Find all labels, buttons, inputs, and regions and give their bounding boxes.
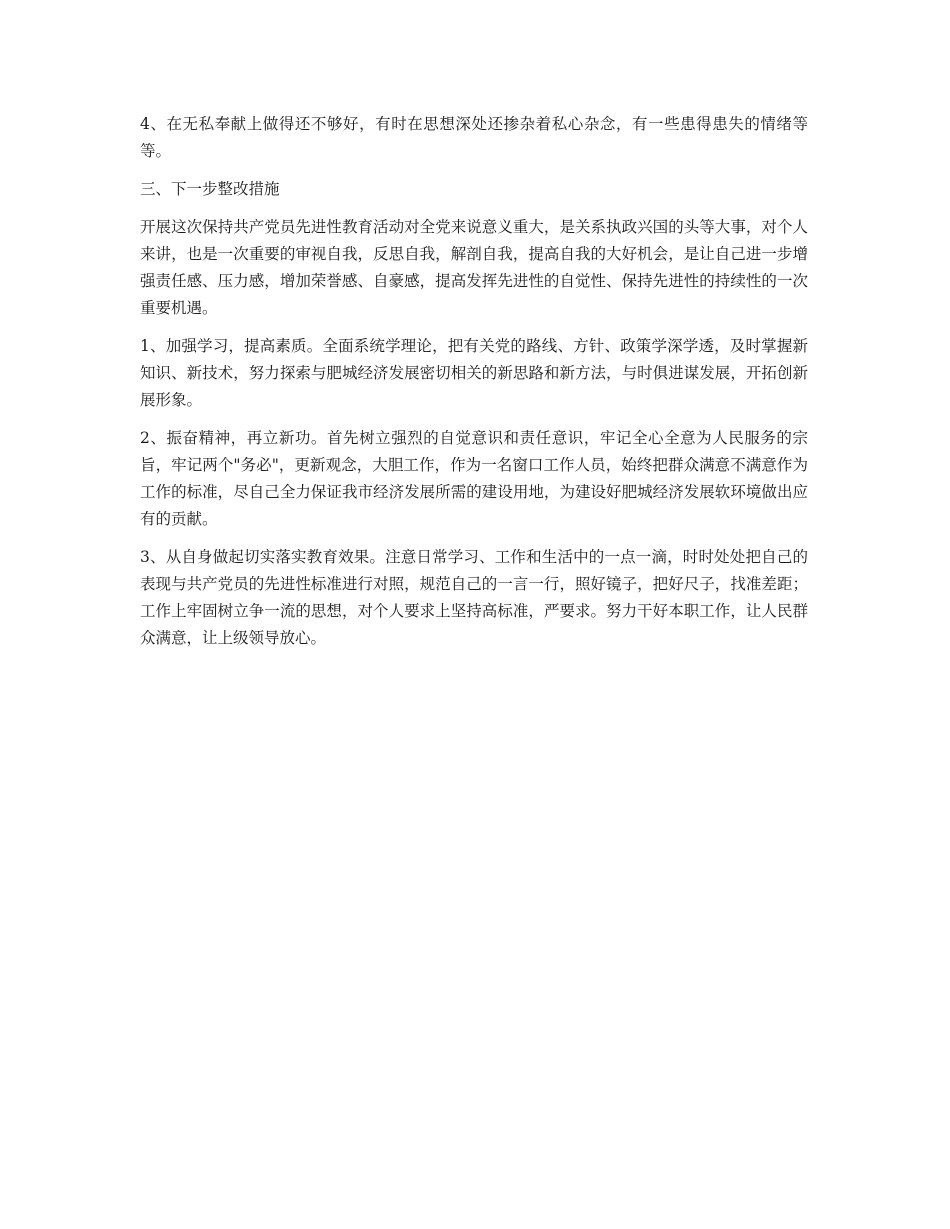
paragraph-measure-1: 1、加强学习，提高素质。全面系统学理论，把有关党的路线、方针、政策学深学透，及时掌握新知识、新技术，努力探索与肥城经济发展密切相关的新思路和新方法，与时俱进谋发展，开拓创新展形象。 [140,337,808,409]
paragraph-item-4-selfless: 4、在无私奉献上做得还不够好，有时在思想深处还掺杂着私心杂念，有一些患得患失的情绪等等。 [140,115,808,160]
paragraph-intro: 开展这次保持共产党员先进性教育活动对全党来说意义重大，是关系执政兴国的头等大事，对个人来讲，也是一次重要的审视自我，反思自我，解剖自我，提高自我的大好机会，是让自己进一步增强责任感、压力感，增加荣誉感、自豪感，提高发挥先进性的自觉性、保持先进性的持续性的一次重要机遇。 [140,218,808,317]
paragraph-measure-2: 2、振奋精神，再立新功。首先树立强烈的自觉意识和责任意识，牢记全心全意为人民服务的宗旨，牢记两个"务必"，更新观念，大胆工作，作为一名窗口工作人员，始终把群众满意不满意作为工作的标准，尽自己全力保证我市经济发展所需的建设用地，为建设好肥城经济发展软环境做出应有的贡献。 [140,429,808,528]
paragraph-measure-3: 3、从自身做起切实落实教育效果。注意日常学习、工作和生活中的一点一滴，时时处处把自己的表现与共产党员的先进性标准进行对照，规范自己的一言一行，照好镜子，把好尺子，找准差距；工作上牢固树立争一流的思想，对个人要求上坚持高标准，严要求。努力干好本职工作，让人民群众满意，让上级领导放心。 [140,548,808,647]
section-heading-rectification: 三、下一步整改措施 [140,180,280,198]
document-body [140,111,808,663]
